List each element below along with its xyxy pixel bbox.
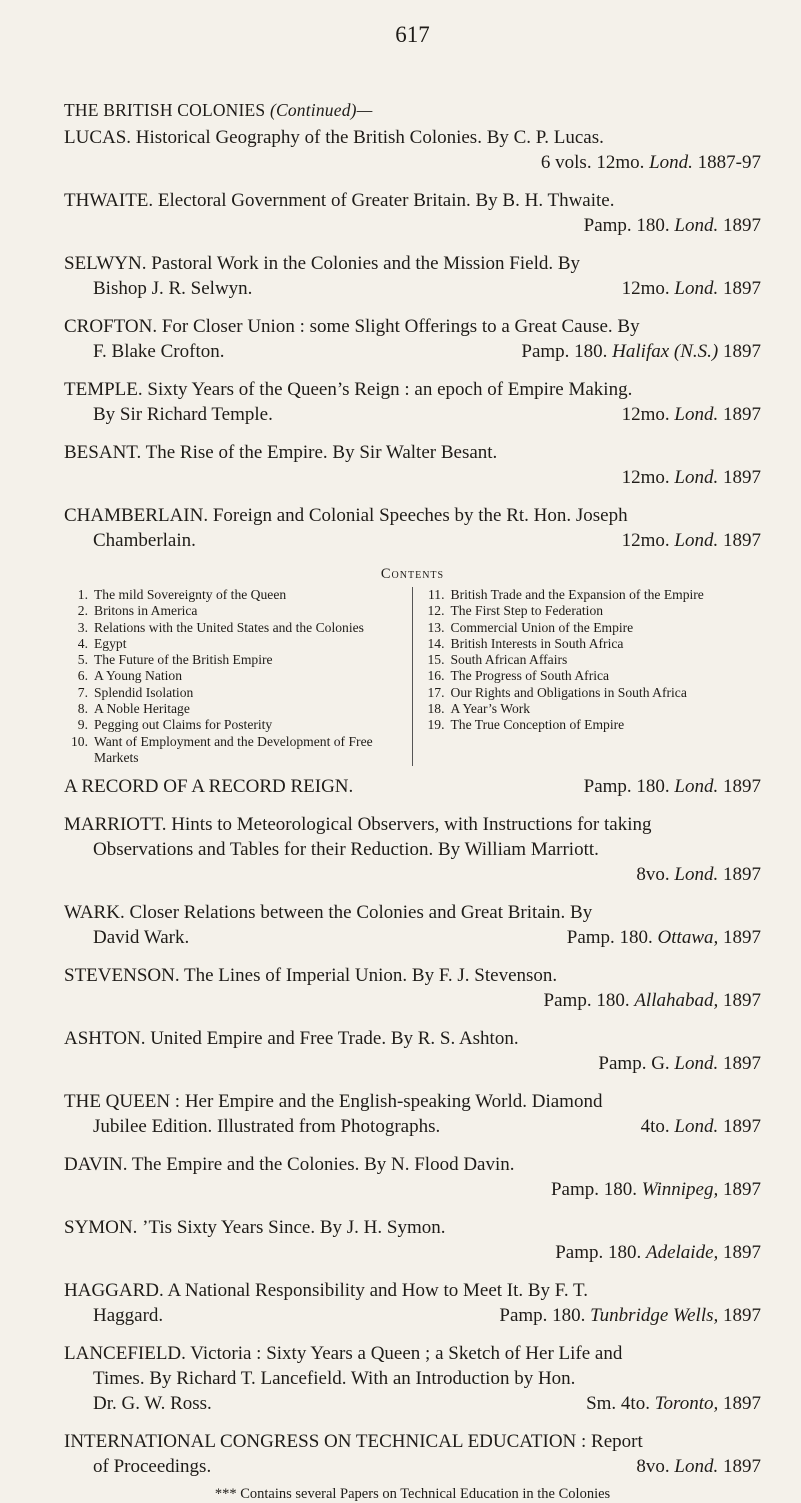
- contents-item: [64, 717, 404, 733]
- entry-format: Sm. 4to.: [586, 1393, 655, 1415]
- entry-place: Ottawa,: [657, 927, 719, 949]
- entry-year: 1897: [718, 278, 761, 299]
- entry-imprint: [521, 339, 761, 364]
- entry-year: 1897: [718, 1116, 761, 1138]
- entry-imprint-line: [64, 528, 761, 553]
- contents-item-title: The mild Sovereignty of the Queen: [94, 587, 287, 602]
- contents-item-title: Splendid Isolation: [94, 684, 194, 700]
- bibliography-entry: [64, 900, 761, 950]
- entry-year: 1897: [718, 1456, 761, 1478]
- contents-item-title: A Noble Heritage: [94, 701, 190, 717]
- contents-item: [64, 701, 404, 717]
- entry-title-line: SELWYN. Pastoral Work in the Colonies and the Mission Field. By: [64, 253, 581, 274]
- entry-imprint-line: [64, 1240, 761, 1265]
- contents-item-number: 6.: [77, 668, 88, 684]
- entry-imprint-line: [64, 988, 761, 1013]
- entry-title-line: INTERNATIONAL CONGRESS ON TECHNICAL EDUCATION : Report: [64, 1431, 643, 1453]
- entry-format: Pamp. 180.: [550, 1179, 642, 1201]
- entry-place: Lond.: [674, 278, 719, 299]
- entry-imprint-line: [64, 925, 761, 950]
- contents-left-column: [64, 587, 413, 766]
- contents-item-number: 5.: [77, 652, 88, 668]
- contents-item: [421, 636, 762, 652]
- entry-format: 8vo.: [636, 864, 675, 886]
- entry-imprint: [622, 276, 761, 301]
- entry-year: 1897: [718, 1179, 761, 1201]
- contents-item-number: 9.: [77, 717, 88, 733]
- entry-imprint-line: [64, 1051, 761, 1076]
- entry-continuation-line: Times. By Richard T. Lancefield. With an Introduction by Hon.: [93, 1368, 576, 1390]
- section-heading: [64, 100, 761, 121]
- contents-item-number: 12.: [427, 603, 445, 619]
- entry-year: 1897: [718, 864, 761, 886]
- bibliography-entry: [64, 1278, 761, 1328]
- contents-item-title: Relations with the United States and the Colonies: [94, 619, 364, 635]
- entry-title-line: SYMON. ’Tis Sixty Years Since. By J. H. Symon.: [64, 1217, 446, 1239]
- entry-year: 1897: [718, 341, 761, 362]
- entry-place: Lond.: [674, 467, 719, 488]
- entry-author: By Sir Richard Temple.: [93, 404, 273, 425]
- section-heading-suffix: (Continued)—: [269, 100, 373, 120]
- entry-format: 12mo.: [621, 467, 675, 488]
- page-number: 617: [395, 22, 430, 47]
- entry-place: Winnipeg,: [641, 1179, 719, 1201]
- entry-imprint-line: [64, 1391, 761, 1416]
- entry-title-line: MARRIOTT. Hints to Meteorological Observers, with Instructions for taking: [64, 814, 652, 836]
- entries-top: [64, 125, 761, 553]
- entry-title-line: LUCAS. Historical Geography of the British Colonies. By C. P. Lucas.: [64, 127, 604, 148]
- entry-year: 1897: [718, 1305, 761, 1327]
- entry-imprint-line: [64, 150, 761, 175]
- entry-place: Lond.: [674, 776, 719, 798]
- entry-imprint-line: [64, 1303, 761, 1328]
- entry-imprint: [636, 1454, 761, 1479]
- entry-author: of Proceedings.: [93, 1456, 212, 1478]
- entry-imprint-line: [64, 465, 761, 490]
- contents-item: [64, 652, 404, 668]
- entry-imprint: [567, 925, 761, 950]
- contents-item-title: The True Conception of Empire: [450, 717, 625, 733]
- entry-year: 1897: [718, 927, 761, 949]
- entry-format: Pamp. 180.: [499, 1305, 591, 1327]
- entry-place: Tunbridge Wells,: [590, 1305, 719, 1327]
- contents-item: [64, 668, 404, 684]
- entry-year: 1897: [718, 1242, 761, 1264]
- entry-place: Toronto,: [654, 1393, 719, 1415]
- entry-title-line: THE QUEEN : Her Empire and the English-speaking World. Diamond: [64, 1091, 603, 1113]
- entry-format: 12mo.: [621, 278, 675, 299]
- contents-item: [64, 636, 404, 652]
- entry-place: Lond.: [674, 1053, 719, 1075]
- entry-title-line: STEVENSON. The Lines of Imperial Union. By F. J. Stevenson.: [64, 965, 558, 987]
- contents-item: [64, 685, 404, 701]
- entry-format: Pamp. 180.: [566, 927, 658, 949]
- bibliography-entry: [64, 440, 761, 490]
- contents-item-number: 2.: [77, 603, 88, 619]
- entry-author: Jubilee Edition. Illustrated from Photographs.: [93, 1116, 441, 1138]
- entry-place: Adelaide,: [645, 1242, 719, 1264]
- entry-place: Lond.: [674, 530, 719, 551]
- entry-imprint-line: [64, 862, 761, 887]
- contents-item: [421, 668, 762, 684]
- entry-format: 12mo.: [621, 530, 675, 551]
- bibliography-entry: [64, 1341, 761, 1416]
- bibliography-entry: [64, 188, 761, 238]
- entry-author: Bishop J. R. Selwyn.: [93, 278, 253, 299]
- entry-place: Lond.: [674, 864, 719, 886]
- entry-place: Lond.: [649, 152, 693, 173]
- bibliography-entry: [64, 1026, 761, 1076]
- contents-item: [421, 717, 762, 733]
- bibliography-entry: [64, 812, 761, 887]
- bibliography-entry: [64, 1089, 761, 1139]
- bibliography-entry: [64, 251, 761, 301]
- contents-item-number: 8.: [77, 701, 88, 717]
- entry-format: Pamp. 180.: [583, 776, 675, 798]
- contents-item-title: British Interests in South Africa: [450, 635, 624, 651]
- entry-title-line: BESANT. The Rise of the Empire. By Sir Walter Besant.: [64, 442, 498, 463]
- contents-item-title: The Progress of South Africa: [450, 668, 610, 684]
- bibliography-entry: [64, 1215, 761, 1265]
- bibliography-entry: [64, 503, 761, 553]
- contents-item-title: A Year’s Work: [450, 701, 531, 717]
- contents-item-title: Our Rights and Obligations in South Africa: [450, 684, 687, 700]
- bibliography-entry: [64, 774, 761, 799]
- entry-format: Pamp. 180.: [555, 1242, 646, 1264]
- entry-place: Lond.: [674, 1116, 719, 1138]
- contents-item-title: Britons in America: [94, 603, 198, 619]
- contents-item-number: 7.: [77, 684, 88, 700]
- entry-year: 1897: [718, 404, 761, 425]
- entry-imprint-line: [64, 402, 761, 427]
- contents-item-number: 11.: [428, 587, 445, 602]
- contents-item-number: 4.: [77, 635, 88, 651]
- entry-title-line: ASHTON. United Empire and Free Trade. By R. S. Ashton.: [64, 1028, 519, 1050]
- contents-item-title: A Young Nation: [94, 668, 182, 684]
- contents-item-number: 17.: [427, 684, 445, 700]
- entry-year: 1897: [718, 467, 761, 488]
- contents-list: [64, 587, 761, 766]
- entry-format: 6 vols. 12mo.: [540, 152, 650, 173]
- bibliography-entry: [64, 1429, 761, 1479]
- entry-title-line: TEMPLE. Sixty Years of the Queen’s Reign : an epoch of Empire Making.: [64, 379, 633, 400]
- entry-title-line: LANCEFIELD. Victoria : Sixty Years a Queen ; a Sketch of Her Life and: [64, 1343, 623, 1365]
- entry-year: 1897: [718, 776, 761, 798]
- entry-continuation-line: Observations and Tables for their Reduction. By William Marriott.: [93, 839, 599, 861]
- contents-item-number: 10.: [71, 733, 88, 749]
- entry-imprint: [641, 1114, 761, 1139]
- entry-year: 1897: [718, 990, 761, 1012]
- entry-title-line: THWAITE. Electoral Government of Greater Britain. By B. H. Thwaite.: [64, 190, 615, 211]
- entry-title-line: CHAMBERLAIN. Foreign and Colonial Speeches by the Rt. Hon. Joseph: [64, 505, 628, 526]
- contents-item: [421, 701, 762, 717]
- entry-title-line: A RECORD OF A RECORD REIGN. Pamp. 180. Lond. 1897: [64, 776, 761, 798]
- entry-author: F. Blake Crofton.: [93, 341, 225, 362]
- entry-place: Allahabad,: [634, 990, 719, 1012]
- entry-title-line: CROFTON. For Closer Union : some Slight Offerings to a Great Cause. By: [64, 316, 640, 337]
- contents-item-title: British Trade and the Expansion of the Empire: [450, 587, 704, 602]
- contents-right-column: [413, 587, 762, 766]
- entry-title-line: WARK. Closer Relations between the Colonies and Great Britain. By: [64, 902, 593, 924]
- contents-item-title: Commercial Union of the Empire: [450, 619, 634, 635]
- entry-imprint-line: [64, 276, 761, 301]
- entry-imprint: [622, 402, 761, 427]
- contents-item-number: 19.: [427, 717, 445, 733]
- contents-item: [421, 620, 762, 636]
- entry-year: 1897: [718, 1053, 761, 1075]
- entry-format: 12mo.: [621, 404, 675, 425]
- contents-item-number: 15.: [427, 652, 445, 668]
- contents-item-number: 13.: [427, 619, 445, 635]
- entry-format: 4to.: [640, 1116, 675, 1138]
- entry-year: 1897: [718, 530, 761, 551]
- bibliography-entry: [64, 125, 761, 175]
- entry-author: Dr. G. W. Ross.: [93, 1393, 212, 1415]
- footnote: *** Contains several Papers on Technical Education in the Colonies: [214, 1486, 611, 1503]
- entry-format: Pamp. 180.: [543, 990, 635, 1012]
- entry-imprint: [586, 1391, 761, 1416]
- entry-imprint-line: [64, 339, 761, 364]
- contents-item-title: Want of Employment and the Development of Free Markets: [94, 733, 373, 765]
- contents-item-title: South African Affairs: [450, 652, 568, 668]
- entry-place: Halifax (N.S.): [612, 341, 719, 362]
- contents-item-title: Pegging out Claims for Posterity: [94, 717, 273, 733]
- entry-imprint-line: [64, 1177, 761, 1202]
- contents-item: [421, 587, 762, 603]
- bibliography-entry: [64, 963, 761, 1013]
- entry-year: 1897: [718, 215, 761, 236]
- contents-item-number: 16.: [427, 668, 445, 684]
- entry-year: 1897: [718, 1393, 761, 1415]
- entry-place: Lond.: [674, 1456, 719, 1478]
- entry-imprint-line: [64, 1114, 761, 1139]
- entry-author: Haggard.: [93, 1305, 164, 1327]
- contents-item: [421, 603, 762, 619]
- entry-imprint: [584, 774, 761, 799]
- entry-format: 8vo.: [636, 1456, 675, 1478]
- contents-item-number: 18.: [427, 701, 445, 717]
- contents-item-title: Egypt: [94, 635, 127, 651]
- entry-format: Pamp. 180.: [583, 215, 675, 236]
- entry-place: Lond.: [674, 404, 719, 425]
- contents-item: [64, 734, 404, 767]
- entry-title-line: DAVIN. The Empire and the Colonies. By N. Flood Davin.: [64, 1154, 515, 1176]
- bibliography-entry: [64, 377, 761, 427]
- entry-place: Lond.: [674, 215, 719, 236]
- contents-item-number: 3.: [77, 619, 88, 635]
- entry-imprint-line: [64, 213, 761, 238]
- contents-item: [421, 652, 762, 668]
- contents-item-number: 1.: [77, 587, 88, 602]
- contents-item: [64, 620, 404, 636]
- contents-item-title: The Future of the British Empire: [94, 652, 273, 668]
- contents-title: Contents: [380, 566, 445, 582]
- contents-item: [64, 587, 404, 603]
- entry-format: Pamp. G.: [598, 1053, 675, 1075]
- contents-item-title: The First Step to Federation: [450, 603, 604, 619]
- entry-imprint: [499, 1303, 761, 1328]
- entries-bottom: [64, 774, 761, 1479]
- entry-title-line: HAGGARD. A National Responsibility and How to Meet It. By F. T.: [64, 1280, 588, 1302]
- entry-format: Pamp. 180.: [521, 341, 613, 362]
- section-heading-main: THE BRITISH COLONIES: [64, 100, 266, 120]
- contents-item-number: 14.: [427, 635, 445, 651]
- entry-author: David Wark.: [93, 927, 190, 949]
- entry-year: 1887-97: [692, 152, 761, 173]
- entry-imprint-line: [64, 1454, 761, 1479]
- contents-item: [421, 685, 762, 701]
- entry-author: Chamberlain.: [93, 530, 196, 551]
- bibliography-entry: [64, 314, 761, 364]
- bibliography-entry: [64, 1152, 761, 1202]
- contents-item: [64, 603, 404, 619]
- entry-imprint: [622, 528, 761, 553]
